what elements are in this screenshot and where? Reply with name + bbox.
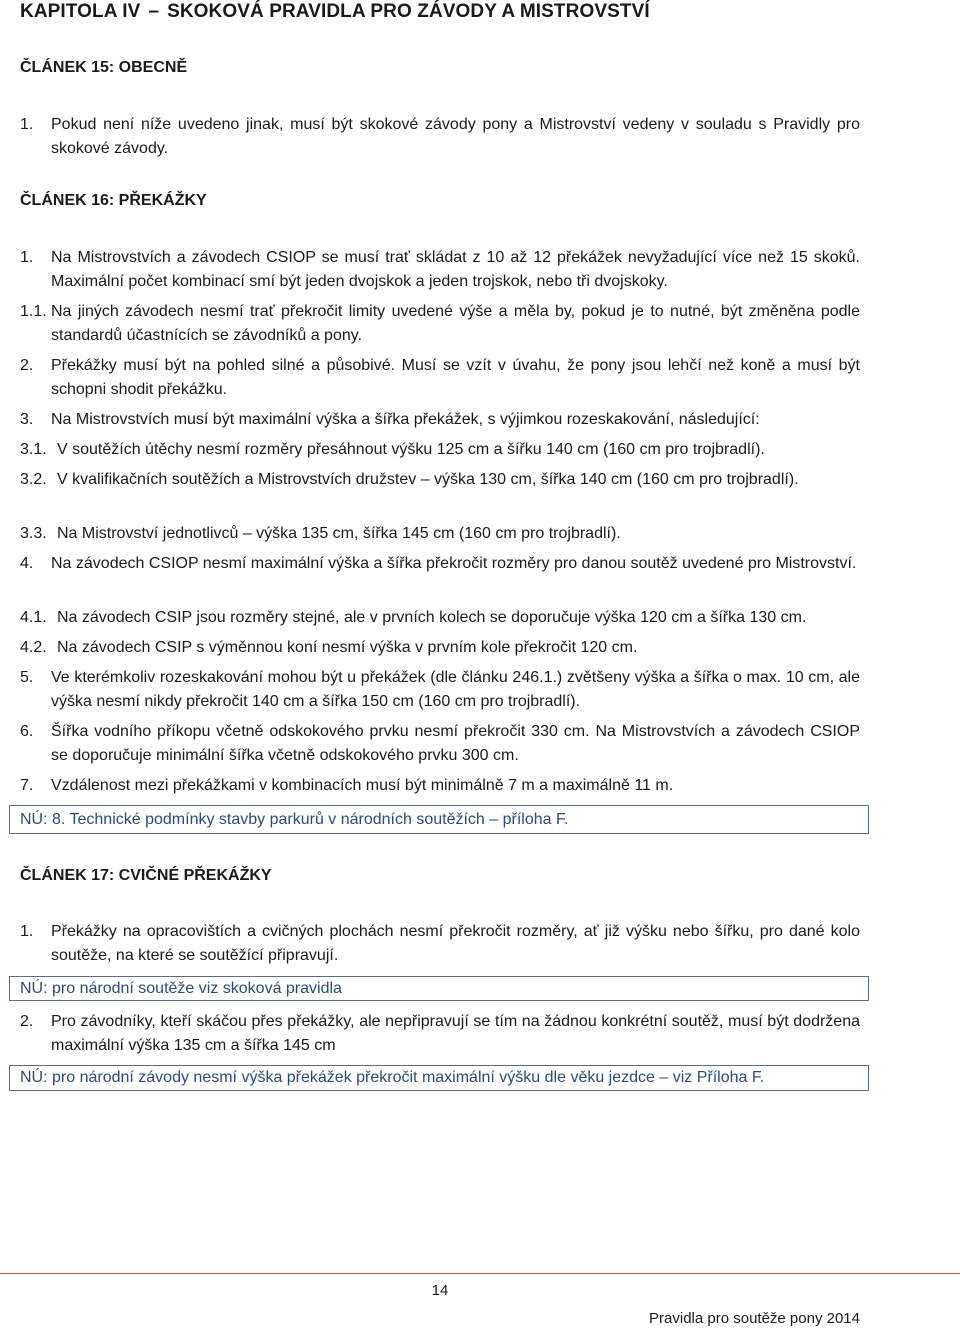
footer-title: Pravidla pro soutěže pony 2014: [649, 1310, 860, 1327]
item-text: V kvalifikačních soutěžích a Mistrovstvích družstev – výška 130 cm, šířka 140 cm (160 cm pro trojbradlí).: [57, 471, 799, 488]
page-number: 14: [431, 1282, 449, 1299]
item-number: 3.2.: [20, 471, 47, 488]
chapter-title: [20, 1, 650, 23]
article-15-heading: ČLÁNEK 15: OBECNĚ: [20, 59, 188, 76]
article-16-item-4: [20, 552, 860, 576]
article-16-item-3-2: [20, 468, 860, 492]
item-number: 5.: [20, 669, 34, 686]
footer-divider: [0, 1273, 960, 1274]
article-16-item-1-1: [20, 300, 860, 348]
item-text: Pokud není níže uvedeno jinak, musí být skokové závody pony a Mistrovství vedeny v souladu s Pravidly pro skokové závody.: [51, 116, 860, 157]
item-number: 4.1.: [20, 609, 47, 626]
item-number: 3.1.: [20, 441, 47, 458]
article-16-item-3-3: [20, 522, 860, 546]
item-text: Na Mistrovstvích a závodech CSIOP se musí trať skládat z 10 až 12 překážek nevyžadující více než 15 skoků. Maximální počet kombinací smí být jeden dvojskok a jeden trojskok, nebo tři dvojskoky.: [51, 249, 860, 290]
item-number: 1.: [20, 116, 34, 133]
item-number: 2.: [20, 1013, 34, 1030]
article-17-item-2: [20, 1010, 860, 1058]
national-note-box: NÚ: 8. Technické podmínky stavby parkurů v národních soutěžích – příloha F.: [9, 805, 869, 834]
item-number: 1.: [20, 249, 34, 266]
item-text: Šířka vodního příkopu včetně odskokového prvku nesmí překročit 330 cm. Na Mistrovstvích a závodech CSIOP se doporučuje minimální šířka včetně odskokového prvku 300 cm.: [51, 723, 860, 764]
article-17-item-1: [20, 920, 860, 968]
article-15-item-1: [20, 113, 860, 161]
national-note-box: NÚ: pro národní soutěže viz skoková pravidla: [9, 976, 869, 1001]
item-text: Na Mistrovství jednotlivců – výška 135 cm, šířka 145 cm (160 cm pro trojbradlí).: [57, 525, 621, 542]
item-number: 4.: [20, 555, 34, 572]
item-text: Překážky musí být na pohled silné a působivé. Musí se vzít v úvahu, že pony jsou lehčí než koně a musí být schopni shodit překážku.: [51, 357, 860, 398]
item-text: Ve kterémkoliv rozeskakování mohou být u překážek (dle článku 246.1.) zvětšeny výška a šířka o max. 10 cm, ale výška nesmí nikdy překročit 140 cm a šířka 150 cm (160 cm pro trojbradlí).: [51, 669, 860, 710]
item-number: 1.1.: [20, 303, 47, 320]
article-16-item-6: [20, 720, 860, 768]
item-number: 2.: [20, 357, 34, 374]
article-16-item-4-2: [20, 636, 860, 660]
item-number: 7.: [20, 777, 34, 794]
chapter-number: KAPITOLA IV: [20, 1, 141, 22]
article-16-item-1: [20, 246, 860, 294]
item-text: Na závodech CSIP jsou rozměry stejné, ale v prvních kolech se doporučuje výška 120 cm a šířka 130 cm.: [57, 609, 807, 626]
article-16-item-5: [20, 666, 860, 714]
item-number: 3.: [20, 411, 34, 428]
item-text: Pro závodníky, kteří skáčou přes překážky, ale nepřipravují se tím na žádnou konkrétní soutěž, musí být dodržena maximální výška 135 cm a šířka 145 cm: [51, 1013, 860, 1054]
chapter-name: SKOKOVÁ PRAVIDLA PRO ZÁVODY A MISTROVSTVÍ: [167, 1, 650, 22]
item-text: Na závodech CSIOP nesmí maximální výška a šířka překročit rozměry pro danou soutěž uvedené pro Mistrovství.: [51, 555, 857, 572]
chapter-dash: –: [148, 1, 160, 22]
item-number: 3.3.: [20, 525, 47, 542]
article-16-item-4-1: [20, 606, 860, 630]
article-17-heading: ČLÁNEK 17: CVIČNÉ PŘEKÁŽKY: [20, 867, 272, 884]
item-text: Na závodech CSIP s výměnnou koní nesmí výška v prvním kole překročit 120 cm.: [57, 639, 638, 656]
item-number: 1.: [20, 923, 34, 940]
item-text: Vzdálenost mezi překážkami v kombinacích musí být minimálně 7 m a maximálně 11 m.: [51, 777, 674, 794]
article-16-item-3-1: [20, 438, 860, 462]
national-note-box: NÚ: pro národní závody nesmí výška překážek překročit maximální výšku dle věku jezdce – viz Příloha F.: [9, 1065, 869, 1091]
item-text: Překážky na opracovištích a cvičných plochách nesmí překročit rozměry, ať již výšku nebo šířku, pro dané kolo soutěže, na které se soutěžící připravují.: [51, 923, 860, 964]
item-text: V soutěžích útěchy nesmí rozměry přesáhnout výšku 125 cm a šířku 140 cm (160 cm pro trojbradlí).: [57, 441, 765, 458]
article-16-item-3: [20, 408, 860, 432]
article-16-heading: ČLÁNEK 16: PŘEKÁŽKY: [20, 192, 207, 209]
item-number: 6.: [20, 723, 34, 740]
article-16-item-7: [20, 774, 860, 798]
item-number: 4.2.: [20, 639, 47, 656]
item-text: Na Mistrovstvích musí být maximální výška a šířka překážek, s výjimkou rozeskakování, následující:: [51, 411, 760, 428]
article-16-item-2: [20, 354, 860, 402]
item-text: Na jiných závodech nesmí trať překročit limity uvedené výše a měla by, pokud je to nutné, být změněna podle standardů účastnících se závodníků a pony.: [51, 303, 860, 344]
